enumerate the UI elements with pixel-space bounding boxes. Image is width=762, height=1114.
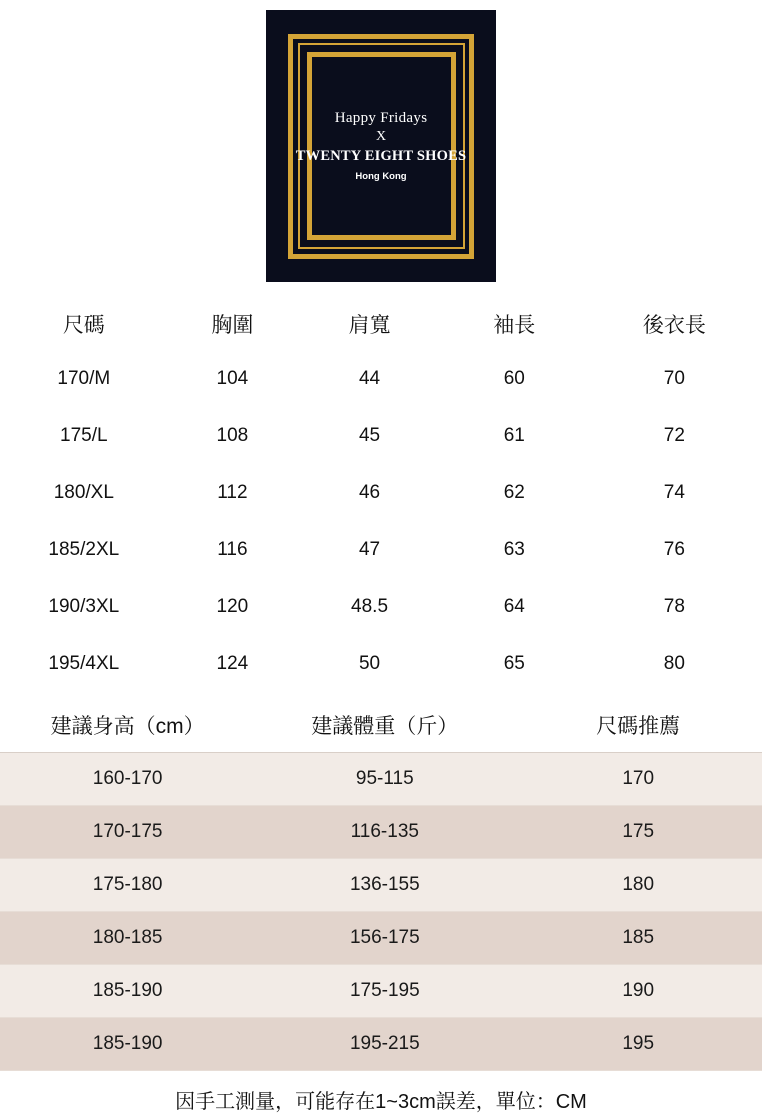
cell-size: 195 [514, 1018, 762, 1071]
cell-size: 170/M [57, 367, 111, 389]
header-weight: 建議體重（斤） [255, 698, 514, 753]
cell-shoulder: 46 [358, 481, 381, 503]
measurement-header-row [0, 298, 762, 350]
cell-chest: 104 [216, 367, 249, 389]
logo-frame-outer [288, 34, 474, 259]
cell-height: 170-175 [0, 806, 255, 859]
table-row [0, 350, 762, 407]
table-row [0, 806, 762, 859]
cell-weight: 116-135 [255, 806, 514, 859]
table-row [0, 912, 762, 965]
table-row [0, 578, 762, 635]
header-shoulder: 肩寬 [348, 314, 391, 337]
header-height: 建議身高（cm） [0, 698, 255, 753]
cell-chest: 116 [217, 538, 248, 560]
cell-shoulder: 48.5 [351, 595, 389, 617]
cell-size: 185/2XL [48, 538, 120, 560]
cell-sleeve: 61 [503, 424, 525, 446]
cell-height: 180-185 [0, 912, 255, 965]
recommendation-header-row [0, 698, 762, 753]
cell-length: 72 [663, 424, 685, 446]
table-row [0, 965, 762, 1018]
table-row [0, 464, 762, 521]
logo-frame-inner [295, 52, 467, 240]
cell-chest: 112 [217, 481, 248, 503]
table-row [0, 859, 762, 912]
cell-chest: 108 [216, 424, 249, 446]
logo-line-partner: TWENTY EIGHT SHOES [295, 148, 467, 165]
cell-weight: 195-215 [255, 1018, 514, 1071]
cell-length: 70 [663, 367, 685, 389]
cell-sleeve: 63 [503, 538, 525, 560]
recommendation-table [0, 698, 762, 1071]
cell-height: 185-190 [0, 965, 255, 1018]
cell-size: 180 [514, 859, 762, 912]
header-length: 後衣長 [642, 314, 706, 337]
header-size: 尺碼 [62, 314, 105, 337]
cell-size: 185 [514, 912, 762, 965]
cell-size: 190 [514, 965, 762, 1018]
cell-chest: 124 [216, 652, 249, 674]
cell-chest: 120 [216, 595, 249, 617]
cell-size: 195/4XL [48, 652, 120, 674]
cell-sleeve: 60 [503, 367, 525, 389]
cell-sleeve: 65 [503, 652, 525, 674]
logo-frame-middle [295, 43, 467, 249]
cell-weight: 95-115 [255, 753, 514, 806]
cell-weight: 175-195 [255, 965, 514, 1018]
cell-shoulder: 45 [358, 424, 381, 446]
cell-length: 80 [663, 652, 685, 674]
cell-length: 74 [663, 481, 685, 503]
cell-shoulder: 44 [358, 367, 381, 389]
cell-size: 190/3XL [48, 595, 120, 617]
header-recommended-size: 尺碼推薦 [514, 698, 762, 753]
logo-line-x: X [375, 129, 387, 145]
header-sleeve: 袖長 [493, 314, 536, 337]
table-row [0, 753, 762, 806]
logo-card [266, 10, 496, 282]
cell-length: 76 [663, 538, 685, 560]
measurement-disclaimer: 因手工測量，可能存在1~3cm誤差，單位：CM [175, 1091, 587, 1113]
cell-size: 180/XL [53, 481, 114, 503]
cell-height: 185-190 [0, 1018, 255, 1071]
cell-size: 170 [514, 753, 762, 806]
table-row [0, 521, 762, 578]
cell-length: 78 [663, 595, 685, 617]
header-chest: 胸圍 [211, 314, 254, 337]
cell-shoulder: 47 [358, 538, 381, 560]
table-row [0, 635, 762, 692]
cell-weight: 156-175 [255, 912, 514, 965]
cell-size: 175/L [60, 424, 108, 446]
cell-weight: 136-155 [255, 859, 514, 912]
cell-height: 160-170 [0, 753, 255, 806]
table-row [0, 407, 762, 464]
cell-size: 175 [514, 806, 762, 859]
logo-text [296, 108, 466, 184]
cell-sleeve: 64 [503, 595, 525, 617]
brand-logo-block [0, 0, 762, 282]
logo-line-location: Hong Kong [355, 170, 407, 182]
logo-line-brand: Happy Fridays [334, 110, 428, 127]
cell-sleeve: 62 [503, 481, 525, 503]
cell-height: 175-180 [0, 859, 255, 912]
table-row [0, 1018, 762, 1071]
cell-shoulder: 50 [358, 652, 381, 674]
measurement-table [0, 298, 762, 692]
